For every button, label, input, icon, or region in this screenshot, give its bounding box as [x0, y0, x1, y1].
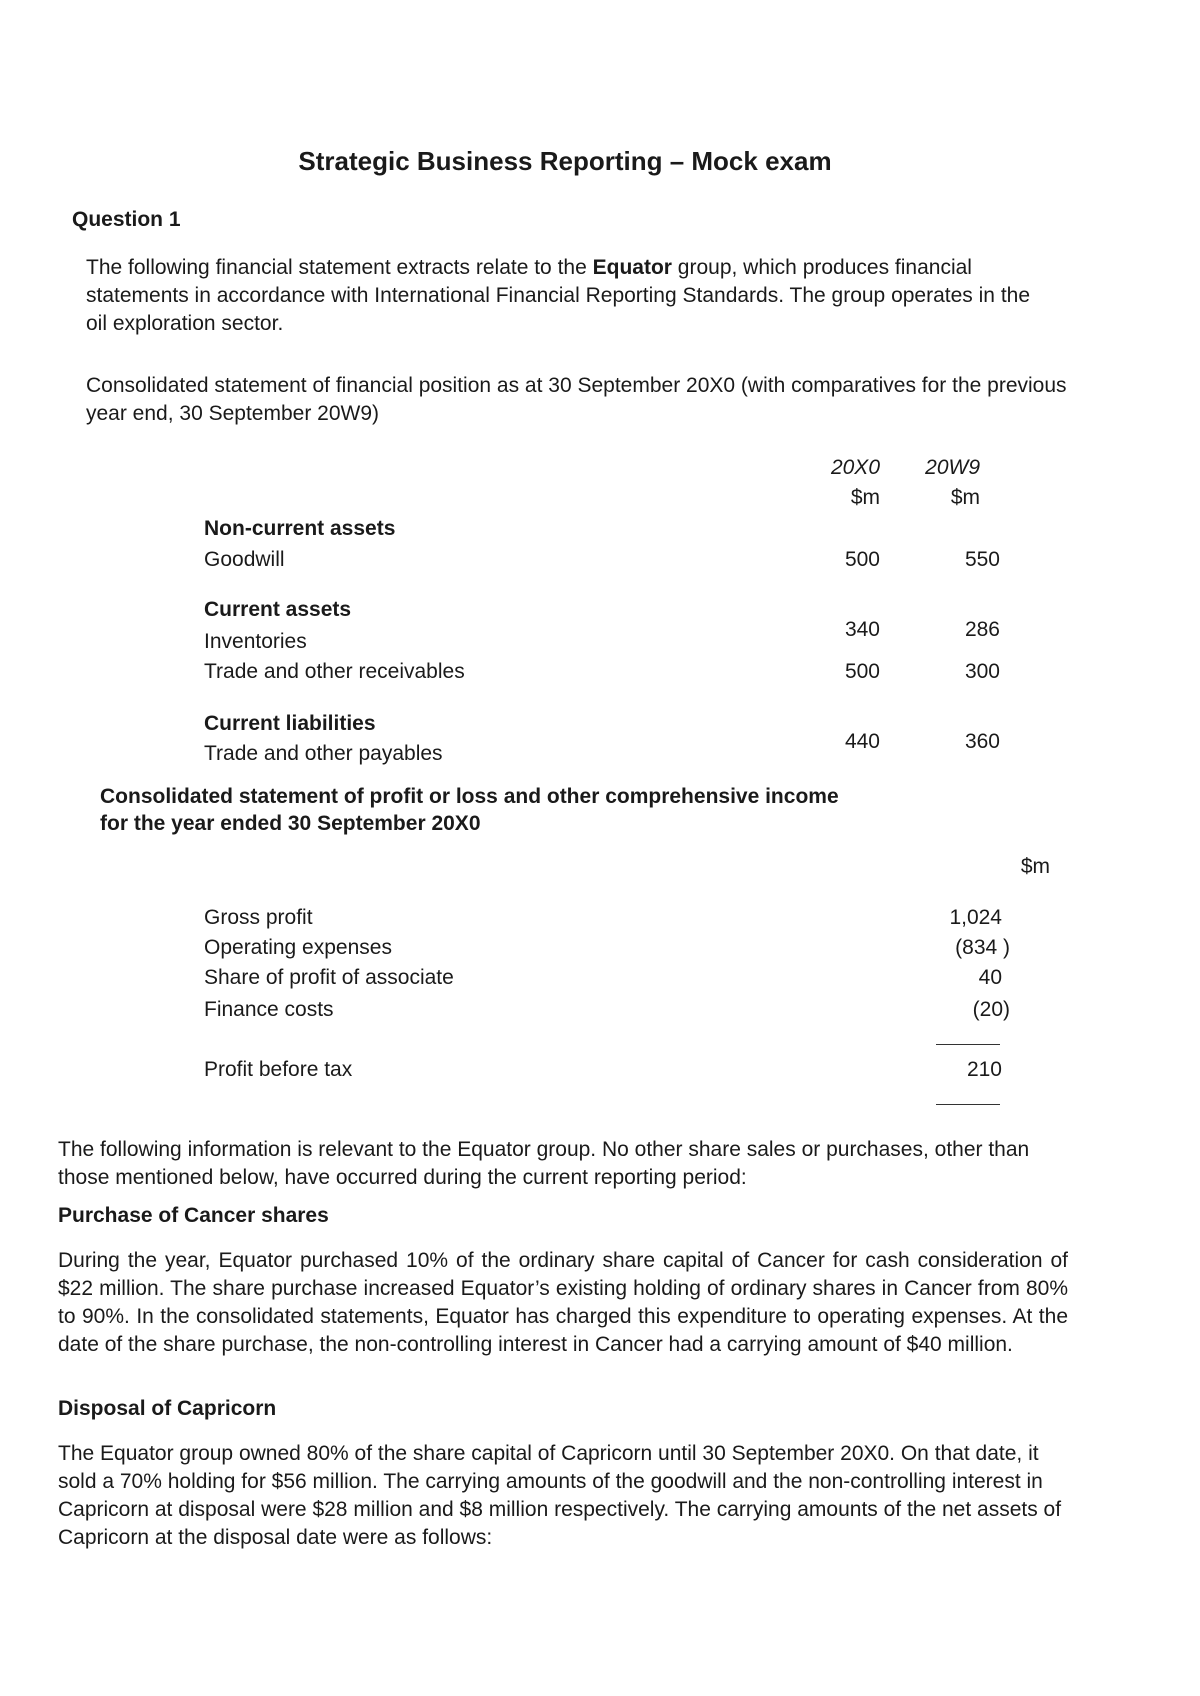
sfp-col2-year: 20W9	[925, 456, 980, 479]
pl-row-value: 1,024	[949, 906, 1002, 929]
payables-20x0: 440	[844, 730, 880, 753]
pl-unit: $m	[1020, 855, 1050, 878]
pl-heading-line1: Consolidated statement of profit or loss and other comprehensive income	[100, 785, 839, 808]
receivables-label: Trade and other receivables	[204, 660, 465, 683]
inventories-label: Inventories	[204, 630, 307, 653]
payables-20w9: 360	[964, 730, 1000, 753]
sfp-caption: Consolidated statement of financial position as at 30 September 20X0 (with comparatives for the previous year end, 30 September 20W9)	[86, 374, 1067, 425]
cancer-heading: Purchase of Cancer shares	[58, 1204, 329, 1227]
pl-row-label: Operating expenses	[204, 936, 392, 959]
capricorn-paragraph: The Equator group owned 80% of the share capital of Capricorn until 30 September 20X0. On that date, it sold a 70% holding for $56 million. The carrying amounts of the goodwill and the non-controlling interest in Capricorn at disposal were $28 million and $8 million respectively. The carrying amounts of the net assets of Capricorn at the disposal date were as follows:	[58, 1442, 1062, 1549]
sfp-col1-year: 20X0	[830, 456, 880, 479]
pl-heading-line2: for the year ended 30 September 20X0	[100, 812, 481, 835]
goodwill-label: Goodwill	[204, 548, 285, 571]
pl-row-label: Share of profit of associate	[204, 966, 454, 989]
goodwill-20x0: 500	[844, 548, 880, 571]
pl-row-value: 40	[978, 966, 1002, 989]
pl-row-value: (834 )	[955, 936, 1010, 959]
subtotal-rule	[936, 1044, 1000, 1045]
intro-paragraph	[86, 254, 1046, 338]
info-intro-paragraph: The following information is relevant to the Equator group. No other share sales or purchases, other than those mentioned below, have occurred during the current reporting period:	[58, 1138, 1030, 1189]
pl-total-label: Profit before tax	[204, 1058, 353, 1081]
receivables-20w9: 300	[964, 660, 1000, 683]
cancer-paragraph: During the year, Equator purchased 10% of the ordinary share capital of Cancer for cash consideration of $22 million. The share purchase increased Equator’s existing holding of ordinary shares in Cancer from 80% to 90%. In the consolidated statements, Equator has charged this expenditure to operating expenses. At the date of the share purchase, the non-controlling interest in Cancer had a carrying amount of $40 million.	[58, 1249, 1068, 1356]
sfp-col2-unit: $m	[950, 486, 980, 509]
question-label: Question 1	[72, 208, 181, 231]
document-title: Strategic Business Reporting – Mock exam	[298, 146, 832, 176]
receivables-20x0: 500	[844, 660, 880, 683]
pl-total-value: 210	[966, 1058, 1002, 1081]
capricorn-heading: Disposal of Capricorn	[58, 1397, 277, 1420]
current-assets-heading: Current assets	[204, 598, 352, 621]
inventories-20x0: 340	[844, 618, 880, 641]
pl-row-label: Finance costs	[204, 998, 334, 1021]
payables-label: Trade and other payables	[204, 742, 443, 765]
goodwill-20w9: 550	[964, 548, 1000, 571]
intro-text-before: The following financial statement extracts relate to the	[86, 256, 593, 279]
pl-row-value: (20)	[972, 998, 1010, 1021]
non-current-assets-heading: Non-current assets	[204, 517, 396, 540]
pl-row-label: Gross profit	[204, 906, 313, 929]
total-rule	[936, 1104, 1000, 1105]
sfp-col1-unit: $m	[850, 486, 880, 509]
inventories-20w9: 286	[964, 618, 1000, 641]
intro-text-after: group, which produces financial statements in accordance with International Financial Reporting Standards. The group operates in the oil exploration sector.	[86, 256, 1031, 335]
intro-company-name: Equator	[592, 256, 672, 279]
current-liabilities-heading: Current liabilities	[204, 712, 376, 735]
